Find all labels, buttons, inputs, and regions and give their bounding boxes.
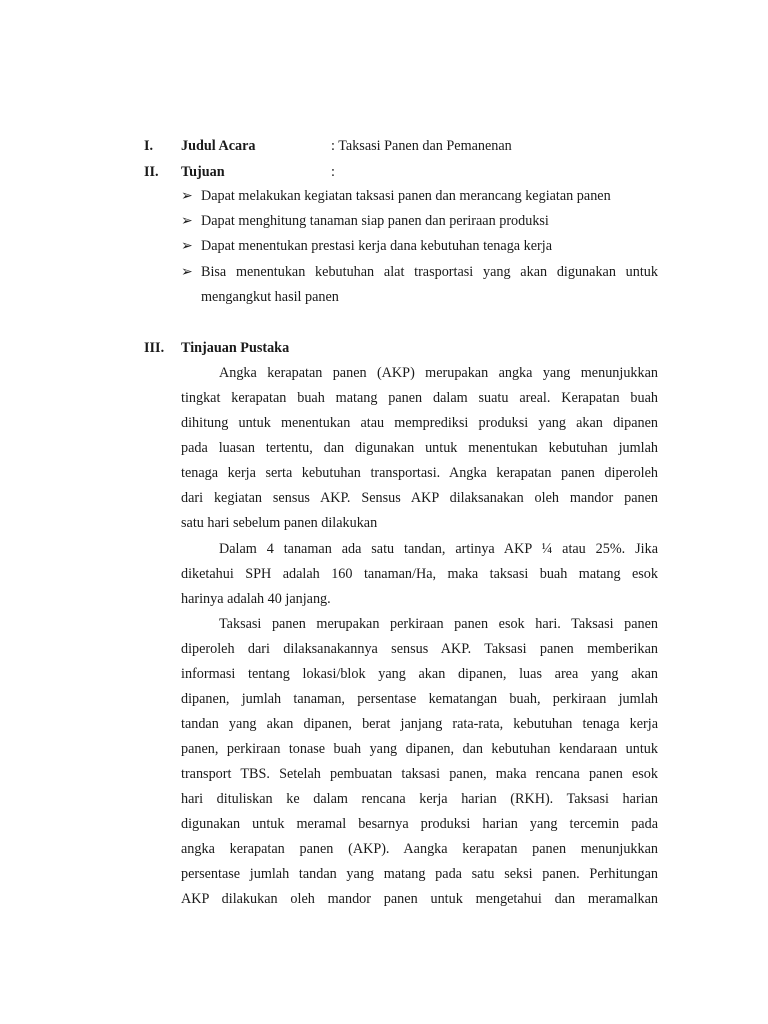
paragraph-1-line: dari kegiatan sensus AKP. Sensus AKP dilaksanakan oleh mandor panen: [181, 490, 658, 506]
paragraph-1-line: Angka kerapatan panen (AKP) merupakan angka yang menunjukkan: [219, 365, 658, 381]
section-1-number: I.: [144, 138, 154, 154]
paragraph-1-line: dihitung untuk menentukan atau memprediksi produksi yang akan dipanen: [181, 415, 658, 431]
paragraph-3-line: diperoleh dari dilaksanakannya sensus AKP. Taksasi panen memberikan: [181, 641, 658, 657]
paragraph-3-line: angka kerapatan panen (AKP). Aangka kerapatan panen menunjukkan: [181, 841, 658, 857]
paragraph-3-line: transport TBS. Setelah pembuatan taksasi panen, maka rencana panen esok: [181, 766, 658, 782]
paragraph-3-line: AKP dilakukan oleh mandor panen untuk mengetahui dan meramalkan: [181, 891, 658, 907]
section-1-value: : Taksasi Panen dan Pemanenan: [331, 138, 512, 154]
paragraph-3-line: panen, perkiraan tonase buah yang dipanen, dan kebutuhan kendaraan untuk: [181, 741, 658, 757]
tujuan-item-4: Bisa menentukan kebutuhan alat trasportasi yang akan digunakan untuk: [201, 264, 658, 280]
paragraph-3-line: hari dituliskan ke dalam rencana kerja harian (RKH). Taksasi harian: [181, 791, 658, 807]
section-3-number: III.: [144, 340, 165, 356]
paragraph-3-line: digunakan untuk meramal besarnya produksi harian yang tercemin pada: [181, 816, 658, 832]
paragraph-1-line: tingkat kerapatan buah matang panen dalam suatu areal. Kerapatan buah: [181, 390, 658, 406]
paragraph-3-line: persentase jumlah tandan yang matang pada satu seksi panen. Perhitungan: [181, 866, 658, 882]
section-2-value: :: [331, 164, 335, 180]
paragraph-2-line: diketahui SPH adalah 160 tanaman/Ha, maka taksasi buah matang esok: [181, 566, 658, 582]
paragraph-2-line: Dalam 4 tanaman ada satu tandan, artinya AKP ¼ atau 25%. Jika: [219, 541, 658, 557]
paragraph-3-line: Taksasi panen merupakan perkiraan panen esok hari. Taksasi panen: [219, 616, 658, 632]
tujuan-item-2: Dapat menghitung tanaman siap panen dan periraan produksi: [201, 213, 549, 229]
section-1-title: Judul Acara: [181, 138, 256, 154]
section-3-title: Tinjauan Pustaka: [181, 340, 290, 356]
tujuan-item-1: Dapat melakukan kegiatan taksasi panen dan merancang kegiatan panen: [201, 188, 611, 204]
paragraph-1-line: satu hari sebelum panen dilakukan: [181, 515, 378, 531]
paragraph-1-line: tenaga kerja serta kebutuhan transportasi. Angka kerapatan panen diperoleh: [181, 465, 658, 481]
bullet-arrow-icon: ➢: [181, 213, 193, 229]
paragraph-3-line: tandan yang akan dipanen, berat janjang rata-rata, kebutuhan tenaga kerja: [181, 716, 658, 732]
section-2-title: Tujuan: [181, 164, 225, 180]
paragraph-1-line: pada luasan tertentu, dan digunakan untuk menentukan kebutuhan jumlah: [181, 440, 658, 456]
paragraph-3-line: dipanen, jumlah tanaman, persentase kematangan buah, perkiraan jumlah: [181, 691, 658, 707]
paragraph-2-line: harinya adalah 40 janjang.: [181, 591, 331, 607]
bullet-arrow-icon: ➢: [181, 238, 193, 254]
tujuan-item-3: Dapat menentukan prestasi kerja dana kebutuhan tenaga kerja: [201, 238, 552, 254]
section-2-number: II.: [144, 164, 159, 180]
tujuan-item-4-continued: mengangkut hasil panen: [201, 289, 339, 305]
bullet-arrow-icon: ➢: [181, 188, 193, 204]
bullet-arrow-icon: ➢: [181, 264, 193, 280]
paragraph-3-line: informasi tentang lokasi/blok yang akan dipanen, luas area yang akan: [181, 666, 658, 682]
